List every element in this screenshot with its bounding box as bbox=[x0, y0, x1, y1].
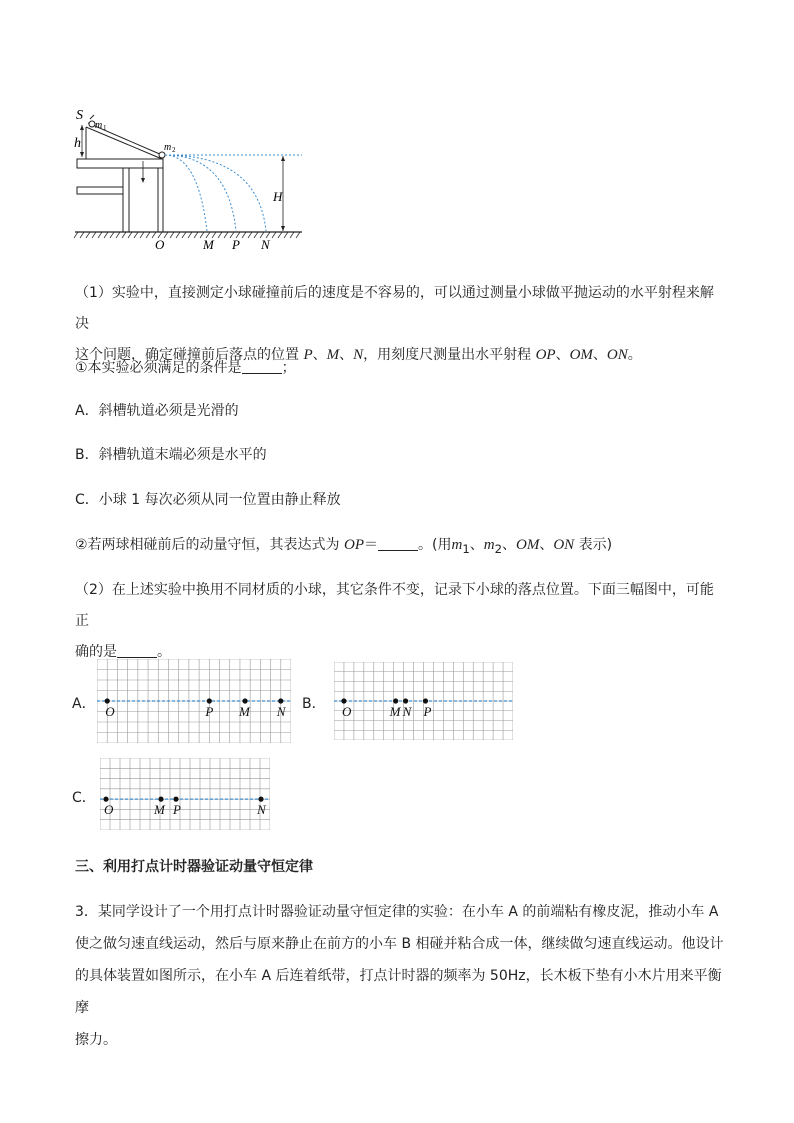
landing-point-N bbox=[403, 698, 408, 703]
label-m1-sub: 1 bbox=[103, 124, 107, 132]
grid-lines bbox=[100, 758, 270, 830]
landing-point-M bbox=[158, 797, 163, 802]
figure-b-label: B． bbox=[302, 696, 326, 712]
section3-title: 三、利用打点计时器验证动量守恒定律 bbox=[75, 859, 313, 875]
figure-a-grid bbox=[97, 659, 291, 743]
option-a: A．斜槽轨道必须是光滑的 bbox=[75, 403, 239, 419]
landing-point-N bbox=[258, 797, 263, 802]
point-label-M: M bbox=[239, 704, 250, 719]
landing-point-P bbox=[173, 797, 178, 802]
label-M: M bbox=[203, 237, 214, 252]
label-m1: m bbox=[95, 120, 103, 131]
label-P: P bbox=[232, 237, 240, 252]
label-H: H bbox=[273, 189, 283, 204]
point-label-P: P bbox=[173, 802, 181, 818]
label-S: S bbox=[76, 108, 83, 123]
point-label-N: N bbox=[276, 704, 286, 719]
point-label-M: M bbox=[154, 802, 165, 818]
label-h: h bbox=[74, 136, 81, 151]
apparatus-diagram bbox=[70, 105, 320, 255]
answer-blank[interactable] bbox=[378, 536, 418, 551]
landing-point-O bbox=[103, 797, 108, 802]
answer-blank[interactable] bbox=[242, 359, 282, 374]
landing-point-M bbox=[242, 698, 247, 703]
landing-point-P bbox=[207, 698, 212, 703]
label-N: N bbox=[261, 237, 270, 252]
point-label-O: O bbox=[104, 802, 114, 818]
q1-intro: （1）实验中，直接测定小球碰撞前后的速度是不容易的，可以通过测量小球做平抛运动的水平射程来解决 这个问题，确定碰撞前后落点的位置 P、M、N，用刻度尺测量出水平射程 OP、OM、ON。 bbox=[75, 285, 714, 363]
answer-blank[interactable] bbox=[117, 643, 157, 658]
figure-c-grid bbox=[100, 758, 270, 830]
landing-point-N bbox=[278, 698, 283, 703]
q1-part1: ①本实验必须满足的条件是 ； bbox=[75, 360, 296, 376]
q1-part2: ②若两球相碰前后的动量守恒，其表达式为 OP＝ 。(用$m_1$、$m_2$、OM、ON 表示) bbox=[75, 537, 613, 556]
label-O: O bbox=[155, 237, 165, 252]
landing-point-P bbox=[423, 698, 428, 703]
landing-point-M bbox=[393, 698, 398, 703]
label-m2: m bbox=[164, 142, 172, 153]
figure-b-grid bbox=[334, 662, 513, 740]
landing-point-O bbox=[105, 698, 110, 703]
point-label-P: P bbox=[205, 704, 214, 719]
point-label-N: N bbox=[402, 704, 412, 719]
option-b: B．斜槽轨道末端必须是水平的 bbox=[75, 447, 267, 463]
section3-body: 3．某同学设计了一个用打点计时器验证动量守恒定律的实验：在小车 A 的前端粘有橡皮泥，推动小车 A 使之做匀速直线运动，然后与原来静止在前方的小车 B 相碰并粘合成一体，继续做匀速直线运动。他设计 的具体装置如图所示，在小车 A 后连着纸带，打点计时器的频率为 50Hz，长木板下垫有小木片用来平衡摩 擦力。 bbox=[75, 904, 724, 1048]
landing-point-O bbox=[341, 698, 346, 703]
label-m2-sub: 2 bbox=[172, 146, 176, 154]
point-label-M: M bbox=[389, 704, 401, 719]
option-c: C．小球 1 每次必须从同一位置由静止释放 bbox=[75, 492, 341, 508]
figure-a-label: A． bbox=[72, 696, 96, 712]
point-label-N: N bbox=[257, 802, 266, 818]
q2-text: （2）在上述实验中换用不同材质的小球，其它条件不变，记录下小球的落点位置。下面三幅图中，可能正 确的是 。 bbox=[75, 582, 714, 660]
point-label-O: O bbox=[341, 704, 352, 719]
point-label-P: P bbox=[423, 704, 432, 719]
point-label-O: O bbox=[105, 704, 115, 719]
figure-c-label: C． bbox=[72, 790, 96, 806]
